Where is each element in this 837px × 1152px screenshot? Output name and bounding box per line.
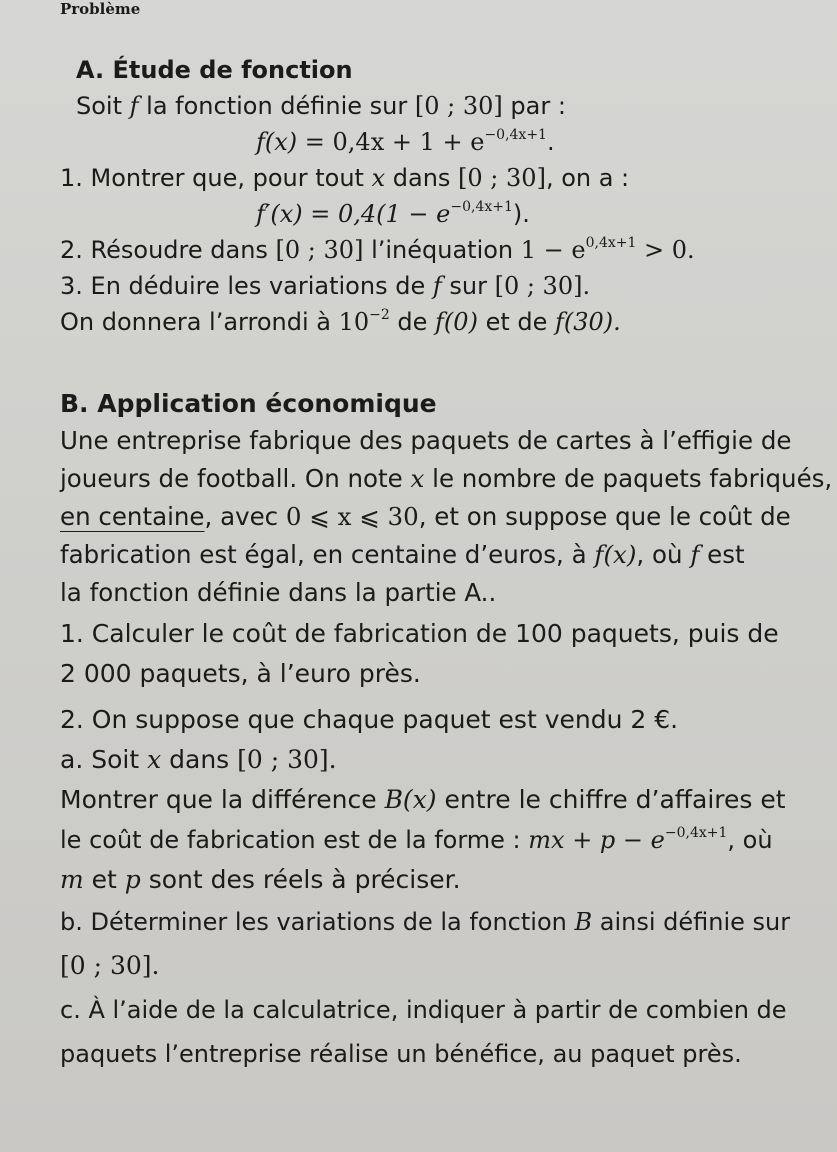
question-b2b: b. Déterminer les variations de la fonction B ainsi définie sur (60, 908, 791, 936)
question-a3-rounding: On donnera l’arrondi à $10^{-2}$ de f(0) et de f(30). (60, 307, 621, 336)
question-b1-line-1: 1. Calculer le coût de fabrication de 100 paquets, puis de (60, 619, 779, 648)
question-a1: 1. Montrer que, pour tout x dans [0 ; 30], on a : (60, 164, 630, 192)
question-b2b-interval: [0 ; 30]. (60, 951, 160, 980)
part-b-intro-line-5: la fonction définie dans la partie A.. (60, 578, 497, 607)
question-b2c-line-1: c. À l’aide de la calculatrice, indiquer à partir de combien de (60, 996, 787, 1024)
part-b-intro-line-1: Une entreprise fabrique des paquets de cartes à l’effigie de (60, 426, 792, 455)
question-b2c-line-2: paquets l’entreprise réalise un bénéfice, au paquet près. (60, 1040, 742, 1068)
question-b2a-line-3: le coût de fabrication est de la forme : mx + $p - e^{-0,4x+1}$, où (60, 825, 773, 854)
part-b-intro-line-3: en centaine, avec 0 ⩽ x ⩽ 30, et on suppose que le coût de (60, 502, 791, 531)
question-b2a: a. Soit x dans [0 ; 30]. (60, 745, 337, 774)
part-a-title: A. Étude de fonction (76, 56, 353, 84)
page-header: Problème (60, 0, 141, 18)
part-b-title: B. Application économique (60, 389, 437, 418)
function-definition: $f(x) = 0,4x + 1 + e^{-0,4x+1}$. (256, 127, 555, 156)
part-a (60, 52, 823, 340)
derivative-formula: $f'(x) = 0,4(1 - e^{-0,4x+1})$. (256, 199, 530, 228)
question-b2a-line-2: Montrer que la différence B(x) entre le chiffre d’affaires et (60, 785, 786, 814)
question-b2: 2. On suppose que chaque paquet est vendu 2 €. (60, 705, 679, 734)
question-a3: 3. En déduire les variations de f sur [0 ; 30]. (60, 272, 591, 300)
part-a-intro: Soit f la fonction définie sur [0 ; 30] par : (76, 92, 566, 120)
question-b2a-line-4: m et p sont des réels à préciser. (60, 865, 461, 894)
part-b-intro-line-2: joueurs de football. On note x le nombre de paquets fabriqués, (60, 464, 833, 493)
part-b-intro-line-4: fabrication est égal, en centaine d’euros, à f(x), où f est (60, 540, 745, 569)
part-b (60, 386, 833, 1076)
question-b1-line-2: 2 000 paquets, à l’euro près. (60, 659, 421, 688)
question-a2: 2. Résoudre dans [0 ; 30] l’inéquation $1 - e^{0,4x+1} > 0$. (60, 235, 695, 264)
